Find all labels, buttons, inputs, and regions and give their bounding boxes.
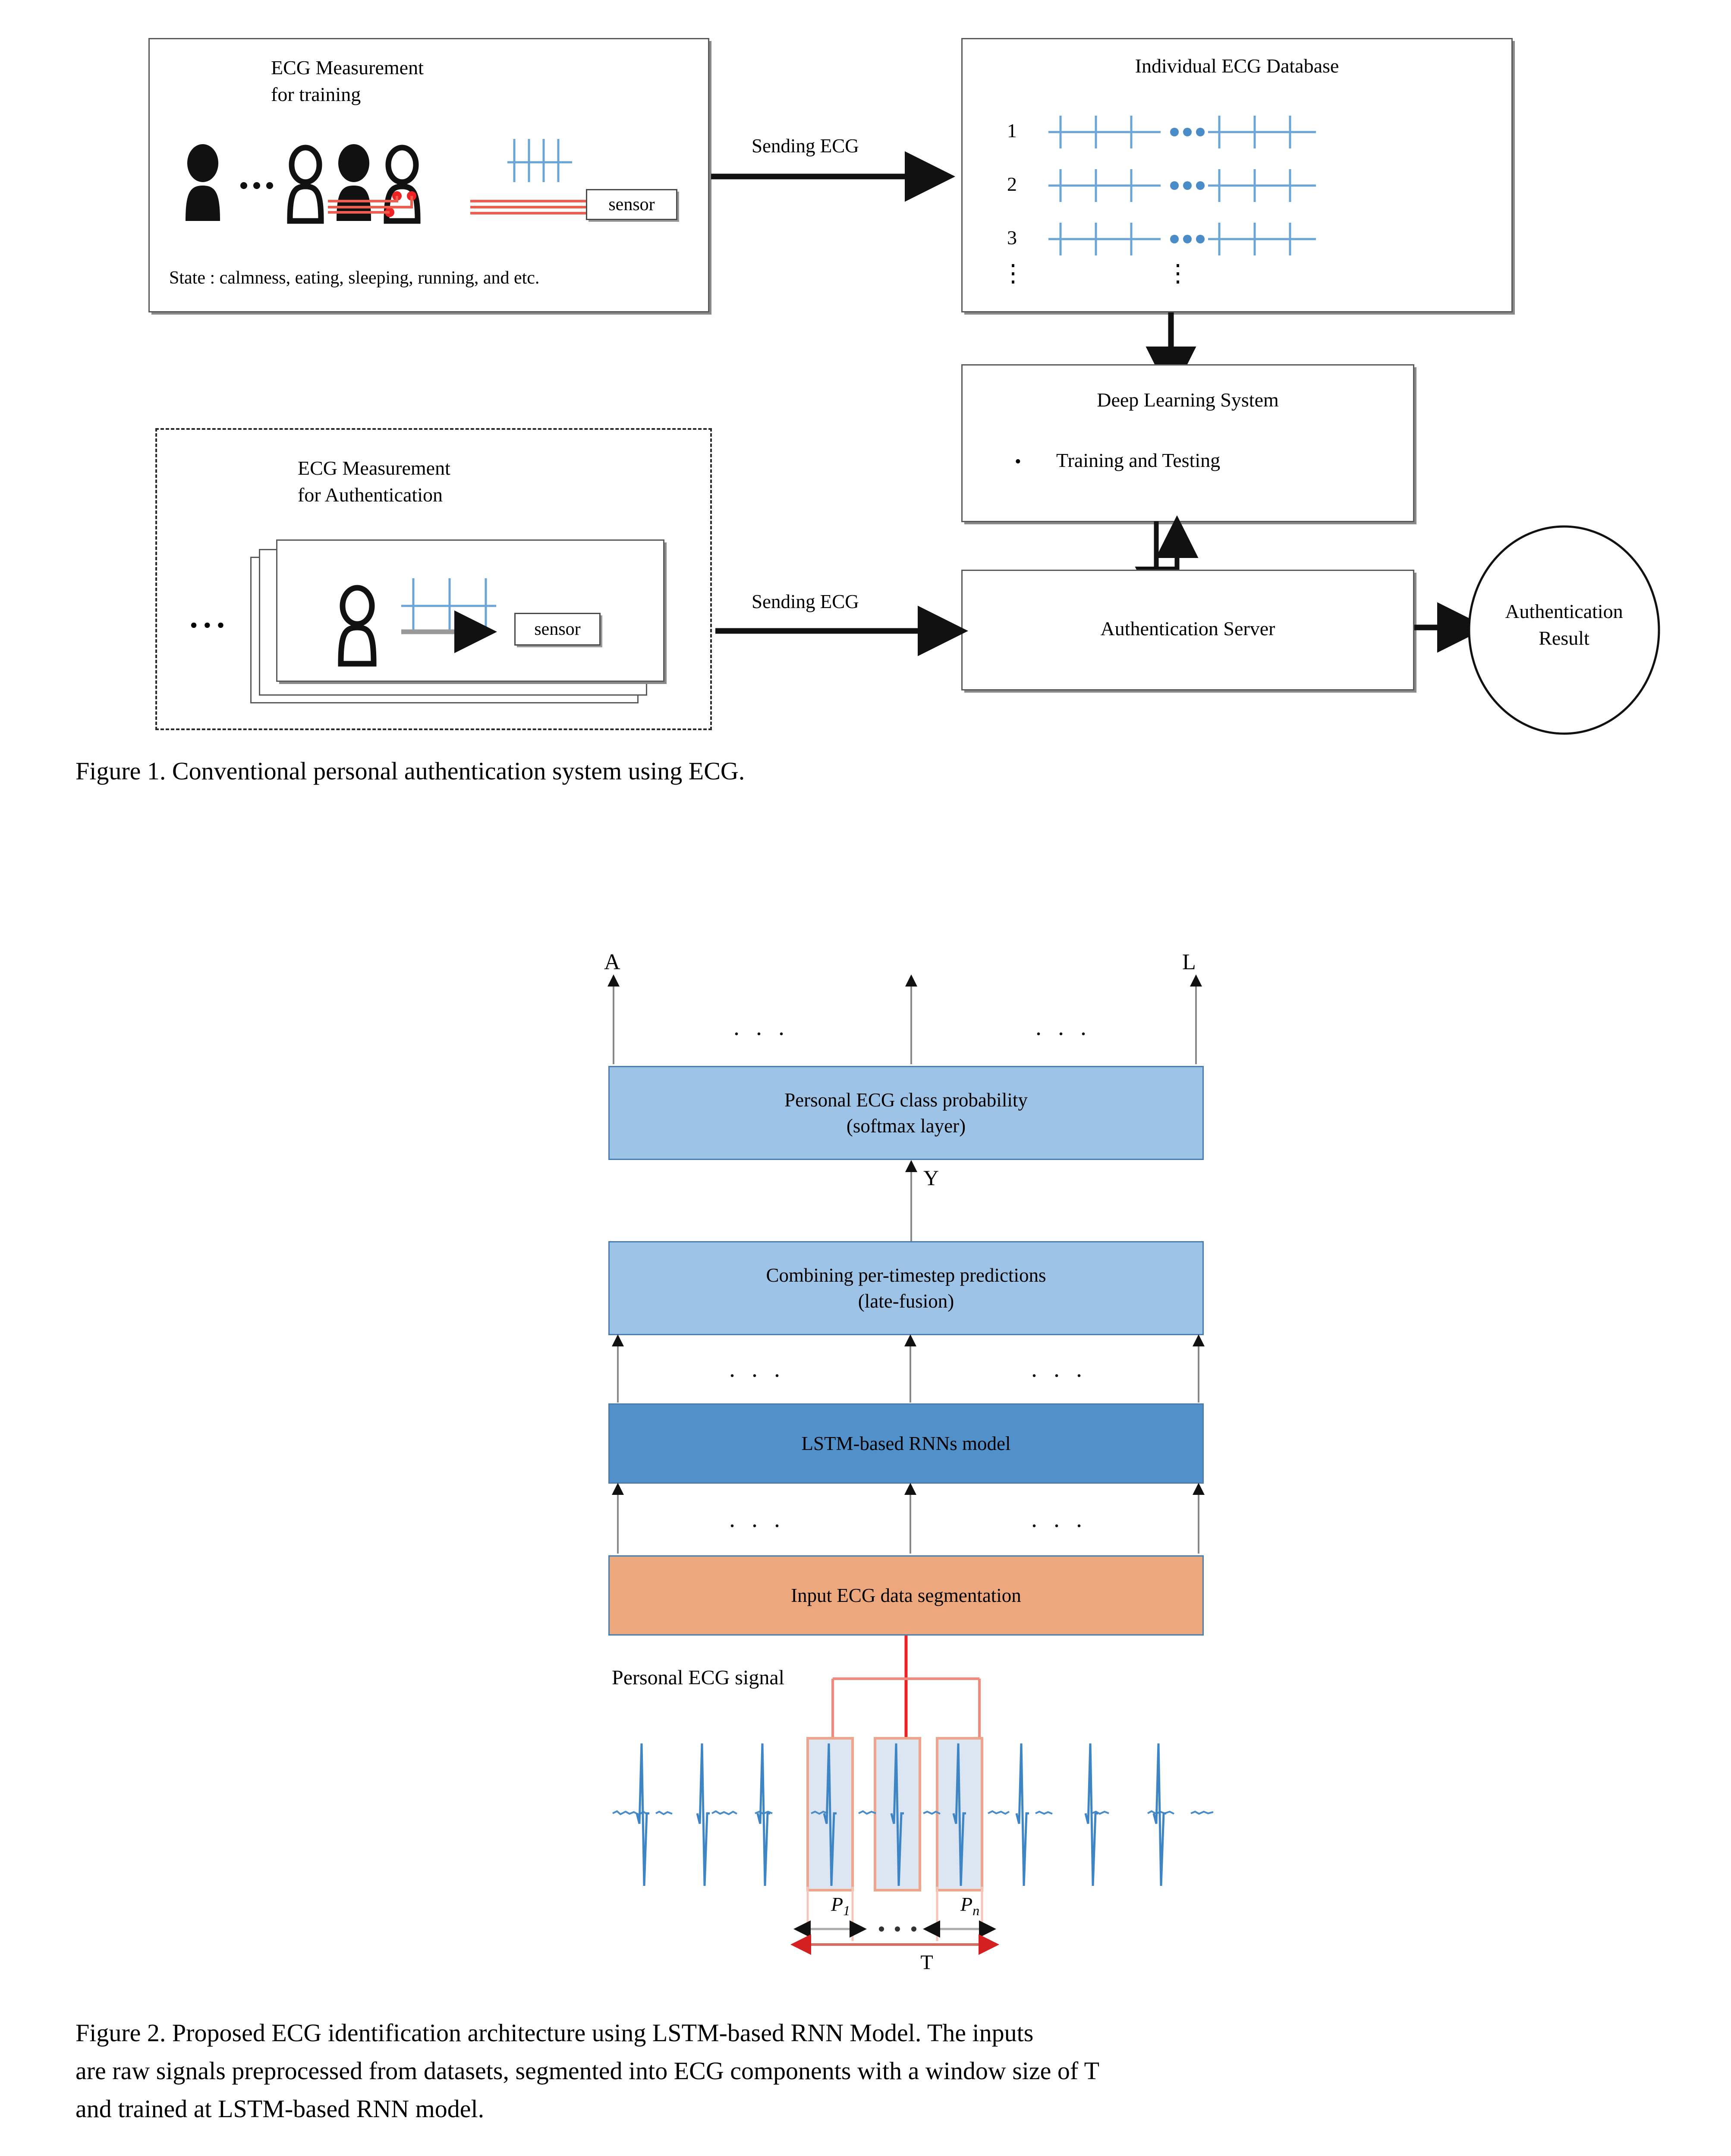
deep-learning-title: Deep Learning System <box>1097 389 1279 411</box>
lstm-to-fusion-arrows <box>608 1335 1208 1406</box>
people-icons-group <box>181 142 509 229</box>
layer-input-segmentation <box>608 1555 1204 1636</box>
database-box-title: Individual ECG Database <box>1135 55 1339 77</box>
figure2-caption-line1: Figure 2. Proposed ECG identification architecture using LSTM-based RNN Model. The inputs <box>76 2019 1034 2047</box>
deep-learning-bullet-item: Training and Testing <box>1056 449 1221 471</box>
training-sensor-leads <box>470 190 587 224</box>
mid-ellipsis-right: . . . <box>1031 1355 1087 1382</box>
output-label-A: A <box>604 950 620 974</box>
sending-ecg-arrow-bottom <box>715 625 974 642</box>
low-ellipsis-left: . . . <box>729 1506 785 1532</box>
layer-late-fusion-line2: (late-fusion) <box>858 1290 954 1312</box>
personal-ecg-signal-label: Personal ECG signal <box>612 1666 784 1689</box>
softmax-output-arrows <box>604 971 1208 1070</box>
deep-learning-bullet-icon: • <box>1015 452 1021 472</box>
segment-label-pn-base: P <box>960 1893 973 1915</box>
training-box-title-line1: ECG Measurement <box>271 57 424 79</box>
auth-signal-arrow <box>401 626 505 643</box>
mid-ellipsis-left: . . . <box>729 1355 785 1382</box>
figure2-caption-line3: and trained at LSTM-based RNN model. <box>76 2095 485 2123</box>
auth-box-title-line2: for Authentication <box>298 484 443 506</box>
authentication-server-title: Authentication Server <box>1100 618 1275 640</box>
layer-lstm <box>608 1403 1204 1484</box>
layer-softmax-line2: (softmax layer) <box>846 1115 966 1137</box>
segment-label-pn <box>960 1893 979 1919</box>
y-arrow <box>902 1160 919 1246</box>
training-ecg-trace-icon <box>507 137 572 185</box>
auth-box-title-line1: ECG Measurement <box>298 457 450 479</box>
segment-label-p1-sub: 1 <box>843 1903 850 1919</box>
training-sensor-label: sensor <box>608 195 655 214</box>
authentication-result-line2: Result <box>1539 627 1589 649</box>
auth-sensor-label: sensor <box>534 619 581 639</box>
auth-person-icon <box>330 587 387 669</box>
training-sensor-box <box>586 189 677 220</box>
auth-stack-ellipsis: • • • <box>190 613 225 638</box>
low-ellipsis-right: . . . <box>1031 1506 1087 1532</box>
sending-ecg-label-top: Sending ECG <box>752 135 859 157</box>
sending-ecg-label-bottom: Sending ECG <box>752 591 859 612</box>
db-rows-vertical-dots: ⋮ <box>1001 260 1025 287</box>
layer-input-segmentation-line1: Input ECG data segmentation <box>791 1585 1021 1606</box>
auth-sensor-box <box>514 613 601 646</box>
sending-ecg-arrow-top <box>711 170 961 188</box>
deep-learning-box <box>961 364 1414 522</box>
training-box-title-line2: for training <box>271 83 361 105</box>
db-row-index-2: 2 <box>1007 173 1017 195</box>
personal-ecg-waveform <box>613 1735 1225 1899</box>
figure2-caption-line2: are raw signals preprocessed from datasets, segmented into ECG components with a window size of T <box>76 2057 1100 2085</box>
layer-lstm-line1: LSTM-based RNNs model <box>801 1433 1011 1454</box>
layer-late-fusion-line1: Combining per-timestep predictions <box>766 1264 1046 1286</box>
authentication-result-line1: Authentication <box>1505 600 1623 622</box>
segment-label-p1 <box>831 1893 850 1919</box>
top-ellipsis-left: . . . <box>733 1014 790 1040</box>
figure1-caption: Figure 1. Conventional personal authentication system using ECG. <box>76 757 745 785</box>
db-cols-vertical-dots: ⋮ <box>1166 260 1190 287</box>
window-size-label-T: T <box>920 1951 933 1974</box>
segment-label-p1-base: P <box>831 1893 843 1915</box>
db-ecg-traces <box>1048 113 1480 268</box>
segment-label-pn-sub: n <box>973 1903 980 1919</box>
db-row-index-1: 1 <box>1007 120 1017 142</box>
layer-softmax <box>608 1066 1204 1160</box>
y-label: Y <box>923 1166 939 1190</box>
input-to-lstm-arrows <box>608 1484 1208 1557</box>
db-row-index-3: 3 <box>1007 227 1017 249</box>
output-label-L: L <box>1182 950 1196 974</box>
layer-softmax-line1: Personal ECG class probability <box>784 1089 1028 1111</box>
auth-ecg-trace-icon <box>401 574 496 634</box>
training-state-text: State : calmness, eating, sleeping, running, and etc. <box>169 268 540 288</box>
top-ellipsis-right: . . . <box>1035 1014 1092 1040</box>
layer-late-fusion <box>608 1241 1204 1335</box>
